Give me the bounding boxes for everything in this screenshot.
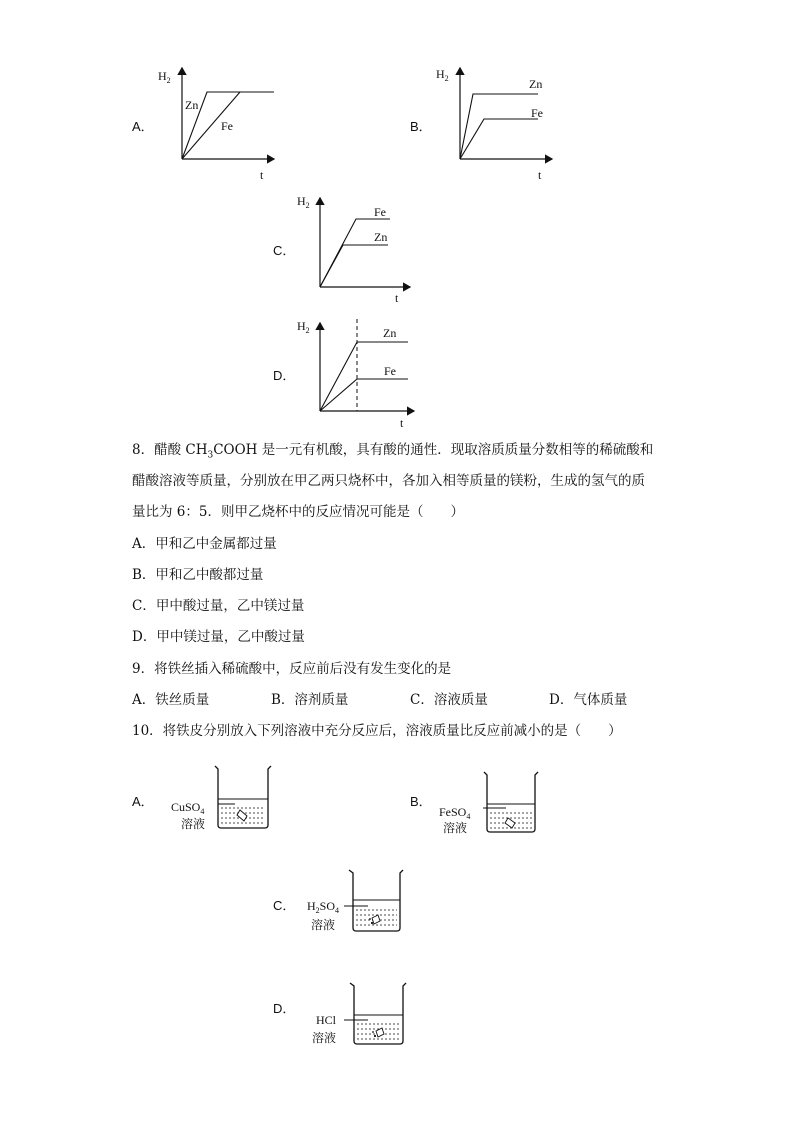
q8-line3: 量比为 6：5．则甲乙烧杯中的反应情况可能是（ ） bbox=[132, 504, 464, 520]
solution-formula: FeSO$_4$ bbox=[439, 805, 471, 821]
x-axis-label: t bbox=[538, 168, 542, 182]
solution-word: 溶液 bbox=[443, 821, 468, 835]
beaker-c[interactable] bbox=[302, 866, 412, 938]
beaker-d[interactable] bbox=[302, 979, 412, 1051]
fe-label: Fe bbox=[531, 106, 543, 120]
solution-word: 溶液 bbox=[181, 817, 206, 831]
option-d-letter: D． bbox=[273, 368, 296, 383]
solution-word: 溶液 bbox=[311, 918, 336, 932]
zn-curve bbox=[320, 245, 388, 287]
x-axis-label: t bbox=[400, 416, 404, 430]
q9-option-b[interactable]: B．溶剂质量 bbox=[271, 692, 349, 708]
q8-option-b[interactable]: B．甲和乙中酸都过量 bbox=[132, 567, 264, 583]
zn-label: Zn bbox=[383, 326, 397, 340]
q9-option-c[interactable]: C．溶液质量 bbox=[410, 692, 488, 708]
graph-d bbox=[290, 315, 430, 430]
beaker-b[interactable] bbox=[434, 768, 544, 840]
solution-formula: CuSO$_4$ bbox=[171, 800, 205, 816]
q10-option-d-letter[interactable]: D． bbox=[273, 1001, 296, 1016]
option-b-letter: B． bbox=[410, 119, 432, 134]
q10-option-b-letter[interactable]: B． bbox=[410, 794, 432, 809]
y-axis-label: $H_2$ bbox=[297, 194, 310, 210]
y-axis-label: $H_2$ bbox=[158, 69, 171, 85]
graph-c bbox=[290, 190, 430, 305]
zn-curve bbox=[460, 94, 538, 159]
graph-a bbox=[150, 62, 290, 184]
q8-line1: 8．醋酸 $CH_3COOH$ 是一元有机酸，具有酸的通性．现取溶质质量分数相等的稀硫酸和 bbox=[132, 442, 654, 461]
fe-label: Fe bbox=[221, 119, 233, 133]
q9-option-d[interactable]: D．气体质量 bbox=[549, 692, 628, 708]
q8-line2: 醋酸溶液等质量，分别放在甲乙两只烧杯中，各加入相等质量的镁粉，生成的氢气的质 bbox=[132, 473, 645, 489]
solution-formula: HCl bbox=[316, 1013, 337, 1027]
x-axis-label: t bbox=[395, 291, 399, 305]
q8-option-d[interactable]: D．甲中镁过量，乙中酸过量 bbox=[132, 629, 305, 645]
q9-stem: 9．将铁丝插入稀硫酸中，反应前后没有发生变化的是 bbox=[132, 661, 452, 677]
y-axis-label: $H_2$ bbox=[297, 319, 310, 335]
q10-stem: 10．将铁皮分别放入下列溶液中充分反应后，溶液质量比反应前减小的是（ ） bbox=[132, 723, 622, 739]
q10-option-c-letter[interactable]: C． bbox=[273, 898, 296, 913]
iron-sheet bbox=[505, 818, 515, 828]
graph-b bbox=[428, 62, 568, 184]
q8-option-a[interactable]: A．甲和乙中金属都过量 bbox=[132, 536, 277, 552]
solution-word: 溶液 bbox=[312, 1031, 337, 1045]
solution-formula: $H_2SO_4$ bbox=[307, 899, 340, 915]
fe-curve bbox=[320, 379, 408, 411]
fe-label: Fe bbox=[384, 364, 396, 378]
beaker-a[interactable] bbox=[165, 762, 275, 834]
option-c-letter: C． bbox=[273, 243, 296, 258]
x-axis-label: t bbox=[260, 168, 264, 182]
q8-option-c[interactable]: C．甲中酸过量，乙中镁过量 bbox=[132, 598, 305, 614]
q10-option-a-letter[interactable]: A． bbox=[132, 794, 154, 809]
fe-label: Fe bbox=[374, 205, 386, 219]
iron-sheet bbox=[372, 915, 380, 924]
y-axis-label: $H_2$ bbox=[436, 67, 449, 83]
zn-label: Zn bbox=[185, 98, 199, 112]
zn-label: Zn bbox=[374, 230, 388, 244]
iron-sheet bbox=[237, 810, 247, 821]
q9-option-a[interactable]: A．铁丝质量 bbox=[132, 692, 210, 708]
option-a-letter: A． bbox=[132, 119, 154, 134]
zn-label: Zn bbox=[529, 77, 543, 91]
fe-curve bbox=[460, 119, 538, 159]
